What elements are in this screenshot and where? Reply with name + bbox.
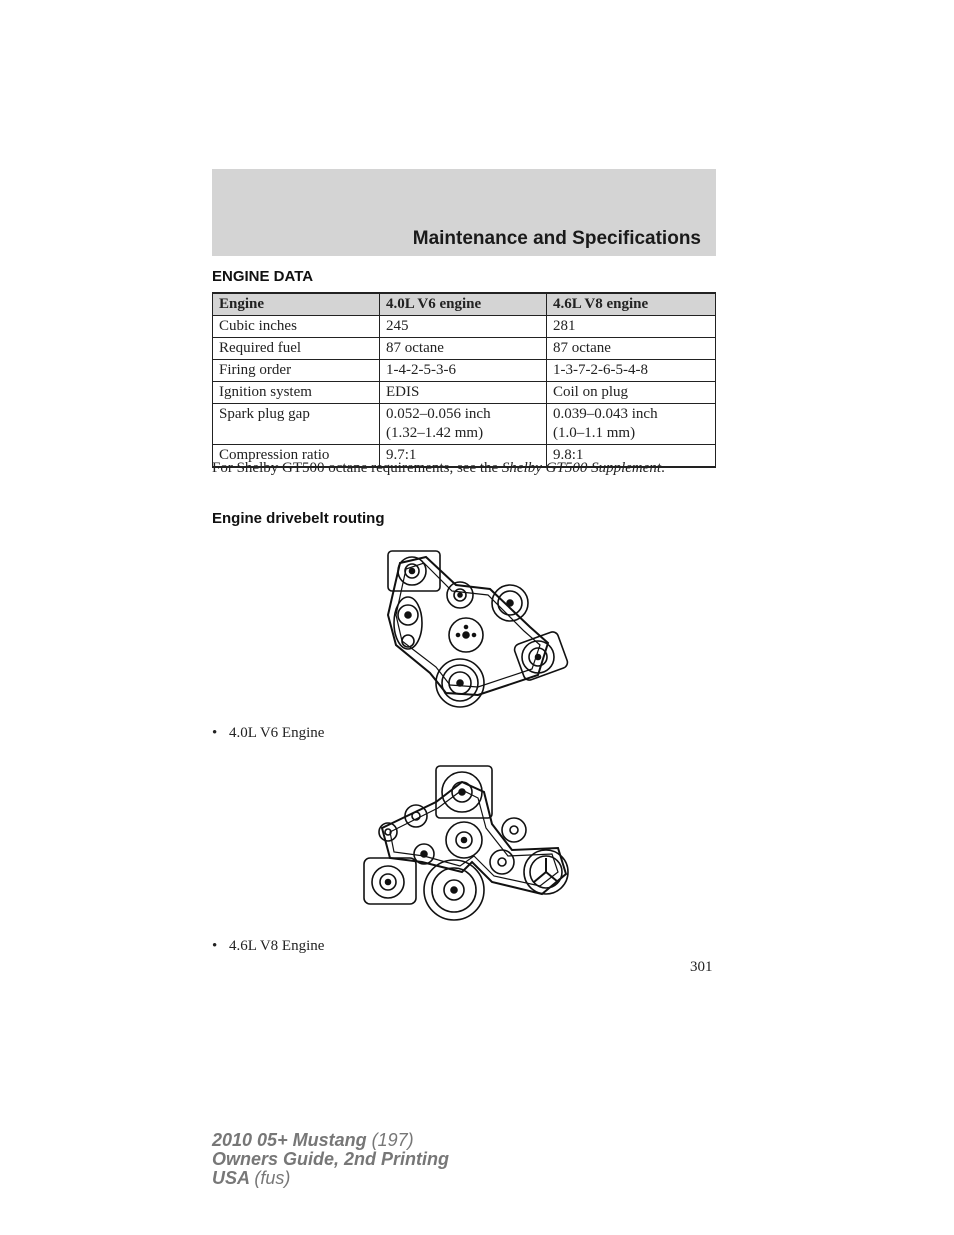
section-title: Maintenance and Specifications [412, 228, 701, 249]
table-row [213, 360, 716, 382]
table-cell: 0.039–0.043 inch (1.0–1.1 mm) [547, 404, 716, 445]
v6-drivebelt-diagram [378, 545, 570, 710]
table-cell: Spark plug gap [213, 404, 380, 445]
drivebelt-routing-heading: Engine drivebelt routing [212, 510, 385, 527]
table-cell: 281 [547, 316, 716, 338]
table-cell: Coil on plug [547, 382, 716, 404]
table-row [213, 404, 716, 445]
table-cell: Compression ratio [213, 445, 380, 468]
table-cell: 1-3-7-2-6-5-4-8 [547, 360, 716, 382]
table-cell: Cubic inches [213, 316, 380, 338]
table-cell: 9.7:1 [380, 445, 547, 468]
v6-engine-bullet: • 4.0L V6 Engine [212, 725, 325, 741]
table-cell: Required fuel [213, 338, 380, 360]
table-cell: Ignition system [213, 382, 380, 404]
column-header: 4.0L V6 engine [380, 293, 547, 316]
table-cell: 87 octane [380, 338, 547, 360]
column-header: 4.6L V8 engine [547, 293, 716, 316]
table-cell: EDIS [380, 382, 547, 404]
column-header: Engine [213, 293, 380, 316]
supplement-reference: Shelby GT500 Supplement [501, 460, 662, 476]
table-row [213, 382, 716, 404]
octane-note: For Shelby GT500 octane requirements, see the Shelby GT500 Supplement. [212, 460, 665, 476]
table-header-row [213, 293, 716, 316]
table-cell: 9.8:1 [547, 445, 716, 468]
engine-spec-table [212, 292, 716, 468]
document-footer: 2010 05+ Mustang (197) Owners Guide, 2nd Printing USA (fus) [212, 1130, 450, 1188]
v8-drivebelt-diagram [362, 762, 574, 924]
table-cell: 1-4-2-5-3-6 [380, 360, 547, 382]
header-band [212, 169, 716, 256]
table-cell: 0.052–0.056 inch (1.32–1.42 mm) [380, 404, 547, 445]
table-cell: Firing order [213, 360, 380, 382]
engine-data-heading: ENGINE DATA [212, 268, 314, 285]
table-cell: 245 [380, 316, 547, 338]
page-number: 301 [690, 959, 713, 975]
v8-engine-bullet: • 4.6L V8 Engine [212, 938, 325, 954]
table-row [213, 316, 716, 338]
table-row [213, 338, 716, 360]
table-cell: 87 octane [547, 338, 716, 360]
